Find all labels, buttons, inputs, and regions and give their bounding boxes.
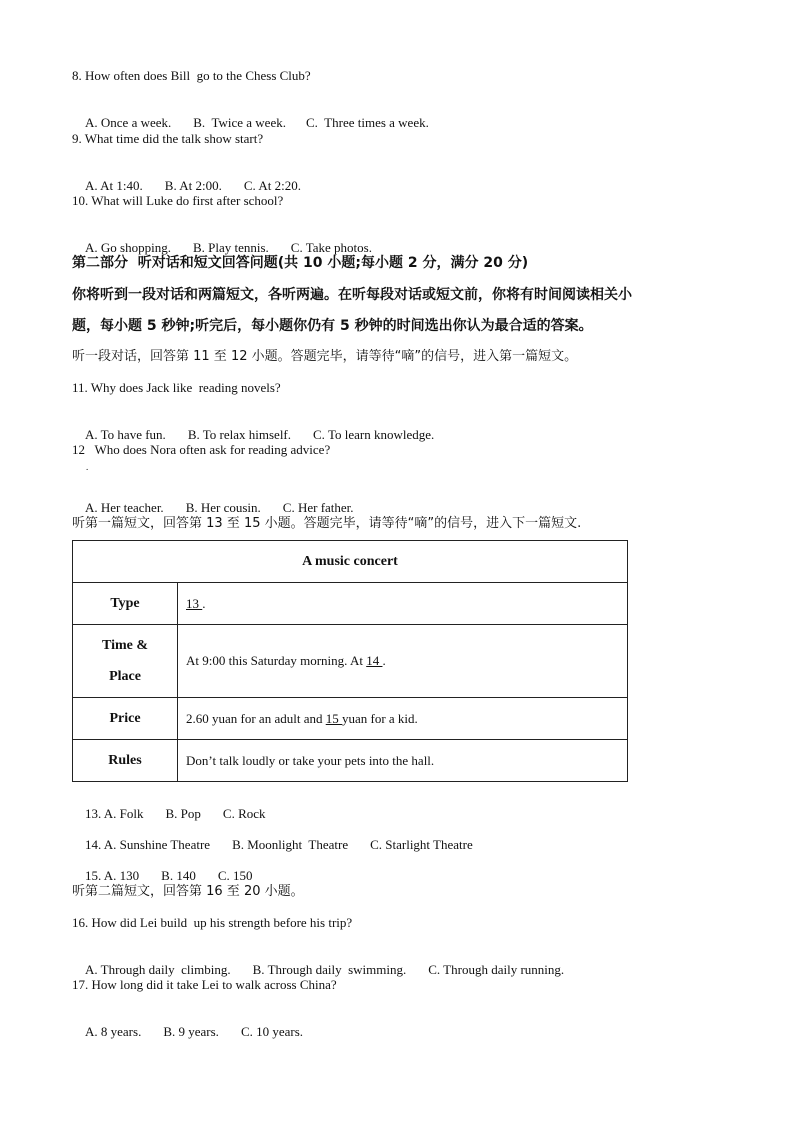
table-row (73, 698, 628, 740)
dialogue-intro: 听一段对话，回答第 11 至 12 小题。答题完毕，请等待“嘀”的信号，进入第一篇短文。 (72, 349, 578, 364)
option-b: B. Pop (165, 806, 201, 821)
concert-table (72, 540, 628, 782)
option-a: A. Go shopping. (85, 240, 171, 255)
option-a: A. At 1:40. (85, 178, 143, 193)
option-b: B. 9 years. (163, 1024, 219, 1039)
row-value: 13 . (178, 583, 628, 625)
option-c: C. To learn knowledge. (313, 427, 435, 442)
question-9: 9. What time did the talk show start? (72, 131, 264, 146)
passage2-intro: 听第二篇短文，回答第 16 至 20 小题。 (72, 884, 304, 899)
option-b: B. Her cousin. (185, 500, 261, 515)
option-b: B. Moonlight Theatre (232, 837, 349, 852)
table-title: A music concert (73, 541, 628, 583)
option-c: C. 10 years. (240, 1024, 304, 1039)
option-c: C. At 2:20. (243, 178, 301, 193)
question-16: 16. How did Lei build up his strength before his trip? (72, 915, 353, 930)
question-8: 8. How often does Bill go to the Chess Club? (72, 68, 311, 83)
option-b: B. At 2:00. (164, 178, 222, 193)
table-row (73, 583, 628, 625)
question-12: 12 Who does Nora often ask for reading advice? (72, 442, 331, 457)
row-value: 2.60 yuan for an adult and 15 yuan for a kid. (178, 698, 628, 740)
option-a: A. Once a week. (85, 115, 172, 130)
option-c: C. Rock (222, 806, 266, 821)
row-value: At 9:00 this Saturday morning. At 14 . (178, 625, 628, 698)
part2-instruction-line1: 你将听到一段对话和两篇短文，各听两遍。在听每段对话或短文前，你将有时间阅读相关小 (72, 287, 632, 303)
option-a: A. 8 years. (85, 1024, 142, 1039)
table-row (73, 625, 628, 698)
answer-blank: 13 (186, 595, 203, 611)
option-c: C. Take photos. (290, 240, 372, 255)
option-a: A. Through daily climbing. (85, 962, 231, 977)
option-a: A. Her teacher. (85, 500, 164, 515)
option-c: C. Starlight Theatre (370, 837, 473, 852)
option-a: A. To have fun. (85, 427, 166, 442)
question-12-dot: . (86, 462, 89, 472)
question-17: 17. How long did it take Lei to walk across China? (72, 977, 337, 992)
option-b: B. Twice a week. (193, 115, 286, 130)
table-row (73, 740, 628, 782)
passage1-intro: 听第一篇短文，回答第 13 至 15 小题。答题完毕，请等待“嘀”的信号，进入下一篇短文. (72, 516, 582, 531)
question-17-options (72, 1008, 303, 1056)
row-key: Type (73, 583, 178, 625)
answer-blank: 15 (325, 710, 342, 726)
row-key: Time & Place (73, 625, 178, 698)
option-b: B. 140 (161, 868, 196, 883)
option-b: B. Play tennis. (192, 240, 269, 255)
option-c: C. Three times a week. (305, 115, 429, 130)
option-b: B. Through daily swimming. (252, 962, 407, 977)
option-c: C. 150 (217, 868, 253, 883)
row-key: Rules (73, 740, 178, 782)
question-11: 11. Why does Jack like reading novels? (72, 380, 281, 395)
part2-instruction-line2: 题，每小题 5 秒钟;听完后，每小题你仍有 5 秒钟的时间选出你认为最合适的答案。 (72, 318, 593, 334)
row-value: Don’t talk loudly or take your pets into the hall. (178, 740, 628, 782)
question-10: 10. What will Luke do first after school? (72, 193, 284, 208)
option-a: 13. A. Folk (85, 806, 144, 821)
row-key: Price (73, 698, 178, 740)
part2-heading: 第二部分 听对话和短文回答问题(共 10 小题;每小题 2 分，满分 20 分) (72, 255, 529, 271)
option-c: C. Through daily running. (428, 962, 565, 977)
option-a: 15. A. 130 (85, 868, 140, 883)
answer-blank: 14 (366, 653, 383, 668)
option-c: C. Her father. (282, 500, 354, 515)
option-a: 14. A. Sunshine Theatre (85, 837, 211, 852)
option-b: B. To relax himself. (187, 427, 292, 442)
